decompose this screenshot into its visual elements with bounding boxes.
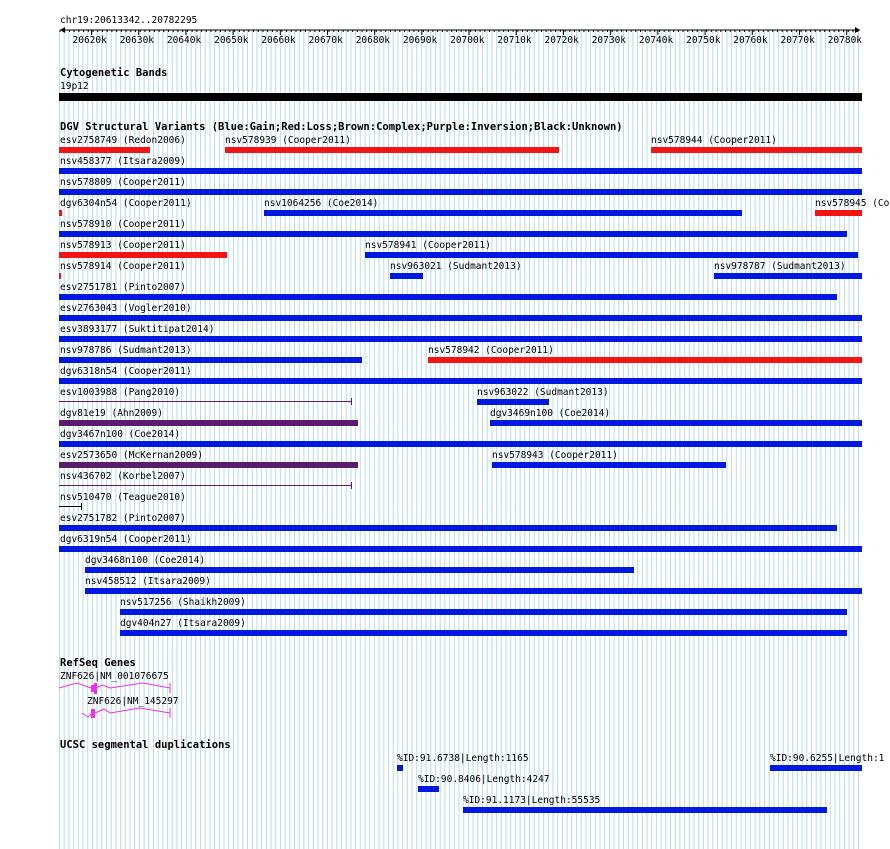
dgv-feature-label: nsv458377 (Itsara2009) <box>60 156 186 167</box>
dgv-feature-label: dgv6304n54 (Cooper2011) <box>60 198 192 209</box>
ruler-tick-label: 20650k <box>214 35 249 46</box>
dgv-gain-bar[interactable] <box>390 273 423 279</box>
segdup-label: %ID:90.6255|Length:1 <box>770 753 885 764</box>
dgv-feature-label: dgv3469n100 (Coe2014) <box>490 408 611 419</box>
dgv-feature-label: nsv458512 (Itsara2009) <box>85 576 211 587</box>
segdup-bar[interactable] <box>770 765 862 771</box>
dgv-feature-label: nsv578943 (Cooper2011) <box>492 450 618 461</box>
gene-model-znf626-nm001076675[interactable] <box>55 680 185 696</box>
dgv-feature-label: nsv978786 (Sudmant2013) <box>60 345 192 356</box>
dgv-gain-bar[interactable] <box>365 252 858 258</box>
dgv-loss-bar[interactable] <box>59 210 62 216</box>
ruler-tick-label: 20680k <box>355 35 391 46</box>
dgv-feature-label: nsv578942 (Cooper2011) <box>428 345 554 356</box>
dgv-feature-label: nsv578939 (Cooper2011) <box>225 135 351 146</box>
ruler-tick-label: 20670k <box>308 35 343 46</box>
dgv-feature-label: nsv578913 (Cooper2011) <box>60 240 186 251</box>
dgv-gain-bar[interactable] <box>120 630 847 636</box>
segdup-bar[interactable] <box>418 786 439 792</box>
dgv-feature-label: dgv6318n54 (Cooper2011) <box>60 366 192 377</box>
dgv-loss-bar[interactable] <box>59 252 227 258</box>
dgv-feature-label: esv2758749 (Redon2006) <box>60 135 186 146</box>
dgv-feature-label: nsv578944 (Cooper2011) <box>651 135 777 146</box>
dgv-gain-bar[interactable] <box>477 399 549 405</box>
ruler-tick-label: 20740k <box>638 35 674 46</box>
ruler-tick-label: 20640k <box>166 35 202 46</box>
dgv-gain-bar[interactable] <box>59 315 862 321</box>
segdup-bar[interactable] <box>397 765 403 771</box>
dgv-inversion-bar[interactable] <box>59 462 358 468</box>
dgv-gain-bar[interactable] <box>85 588 862 594</box>
dgv-feature-label: nsv978787 (Sudmant2013) <box>714 261 846 272</box>
dgv-gain-bar[interactable] <box>59 357 362 363</box>
dgv-loss-bar[interactable] <box>815 210 862 216</box>
dgv-feature-label: nsv578945 (Co <box>815 198 890 209</box>
ruler-tick-label: 20760k <box>733 35 768 46</box>
ruler-tick-label: 20720k <box>544 35 579 46</box>
dgv-gain-bar[interactable] <box>120 609 847 615</box>
dgv-feature-label: esv3893177 (Suktitipat2014) <box>60 324 215 335</box>
ruler-tick-label: 20630k <box>119 35 155 46</box>
dgv-feature-label: nsv578809 (Cooper2011) <box>60 177 186 188</box>
dgv-gain-bar[interactable] <box>59 525 837 531</box>
dgv-feature-label: nsv517256 (Shaikh2009) <box>120 597 246 608</box>
dgv-gain-bar[interactable] <box>59 294 837 300</box>
ruler-tick-label: 20730k <box>591 35 627 46</box>
ruler-coordinate-label: chr19:20613342..20782295 <box>60 15 198 26</box>
dgv-gain-bar[interactable] <box>490 420 862 426</box>
dgv-inversion-end-tick <box>351 398 352 405</box>
dgv-loss-bar[interactable] <box>59 147 150 153</box>
dgv-gain-bar[interactable] <box>59 336 862 342</box>
segdup-label: %ID:90.8406|Length:4247 <box>418 774 550 785</box>
cytoband-label: 19p12 <box>60 81 89 92</box>
ruler-tick-label: 20660k <box>261 35 296 46</box>
segdup-bar[interactable] <box>463 807 827 813</box>
dgv-feature-label: nsv578914 (Cooper2011) <box>60 261 186 272</box>
dgv-feature-label: dgv6319n54 (Cooper2011) <box>60 534 192 545</box>
dgv-unknown-end-tick <box>81 503 82 510</box>
dgv-unknown-line[interactable] <box>59 506 81 507</box>
dgv-feature-label: esv2751781 (Pinto2007) <box>60 282 186 293</box>
dgv-loss-bar[interactable] <box>59 273 61 279</box>
dgv-gain-bar[interactable] <box>59 546 862 552</box>
dgv-feature-label: dgv81e19 (Ahn2009) <box>60 408 163 419</box>
dgv-feature-label: nsv963021 (Sudmant2013) <box>390 261 522 272</box>
ruler-tick-label: 20780k <box>827 35 863 46</box>
dgv-loss-bar[interactable] <box>225 147 559 153</box>
cytoband-bar[interactable] <box>59 93 862 101</box>
dgv-feature-label: esv2751782 (Pinto2007) <box>60 513 186 524</box>
dgv-feature-label: nsv578910 (Cooper2011) <box>60 219 186 230</box>
dgv-loss-bar[interactable] <box>428 357 862 363</box>
dgv-gain-bar[interactable] <box>59 378 862 384</box>
gene-model-znf626-nm145297[interactable] <box>80 705 190 721</box>
dgv-feature-label: esv2573650 (McKernan2009) <box>60 450 203 461</box>
dgv-feature-label: nsv1064256 (Coe2014) <box>264 198 379 209</box>
ruler-tick-label: 20690k <box>402 35 438 46</box>
dgv-inversion-line[interactable] <box>59 485 352 486</box>
dgv-gain-bar[interactable] <box>59 231 847 237</box>
segdup-label: %ID:91.6738|Length:1165 <box>397 753 529 764</box>
dgv-gain-bar[interactable] <box>492 462 726 468</box>
dgv-feature-label: nsv963022 (Sudmant2013) <box>477 387 609 398</box>
dgv-feature-label: nsv510470 (Teague2010) <box>60 492 186 503</box>
dgv-gain-bar[interactable] <box>264 210 742 216</box>
dgv-feature-label: nsv578941 (Cooper2011) <box>365 240 491 251</box>
dgv-feature-label: esv1003988 (Pang2010) <box>60 387 181 398</box>
dgv-gain-bar[interactable] <box>85 567 634 573</box>
ruler-tick-label: 20710k <box>497 35 532 46</box>
track-title-refseq: RefSeq Genes <box>60 657 136 669</box>
dgv-feature-label: dgv3468n100 (Coe2014) <box>85 555 206 566</box>
ruler-tick-label: 20750k <box>686 35 721 46</box>
dgv-gain-bar[interactable] <box>59 189 862 195</box>
dgv-feature-label: dgv404n27 (Itsara2009) <box>120 618 246 629</box>
dgv-inversion-line[interactable] <box>59 401 352 402</box>
gene-label: ZNF626|NM_001076675 <box>60 671 169 682</box>
track-title-segdup: UCSC segmental duplications <box>60 739 231 751</box>
dgv-inversion-bar[interactable] <box>59 420 358 426</box>
ruler-tick-label: 20770k <box>780 35 815 46</box>
dgv-feature-label: nsv436702 (Korbel2007) <box>60 471 186 482</box>
dgv-loss-bar[interactable] <box>651 147 862 153</box>
ruler-tick-label: 20620k <box>72 35 107 46</box>
track-title-dgv: DGV Structural Variants (Blue:Gain;Red:Loss;Brown:Complex;Purple:Inversion;Black:Unknown) <box>60 121 623 133</box>
dgv-inversion-end-tick <box>351 482 352 489</box>
dgv-gain-bar[interactable] <box>59 441 862 447</box>
segdup-label: %ID:91.1173|Length:55535 <box>463 795 601 806</box>
dgv-feature-label: esv2763043 (Vogler2010) <box>60 303 192 314</box>
dgv-gain-bar[interactable] <box>714 273 862 279</box>
ruler-tick-label: 20700k <box>450 35 485 46</box>
track-title-cytoband: Cytogenetic Bands <box>60 67 168 79</box>
gene-label: ZNF626|NM_145297 <box>87 696 179 707</box>
dgv-feature-label: dgv3467n100 (Coe2014) <box>60 429 181 440</box>
dgv-gain-bar[interactable] <box>59 168 862 174</box>
